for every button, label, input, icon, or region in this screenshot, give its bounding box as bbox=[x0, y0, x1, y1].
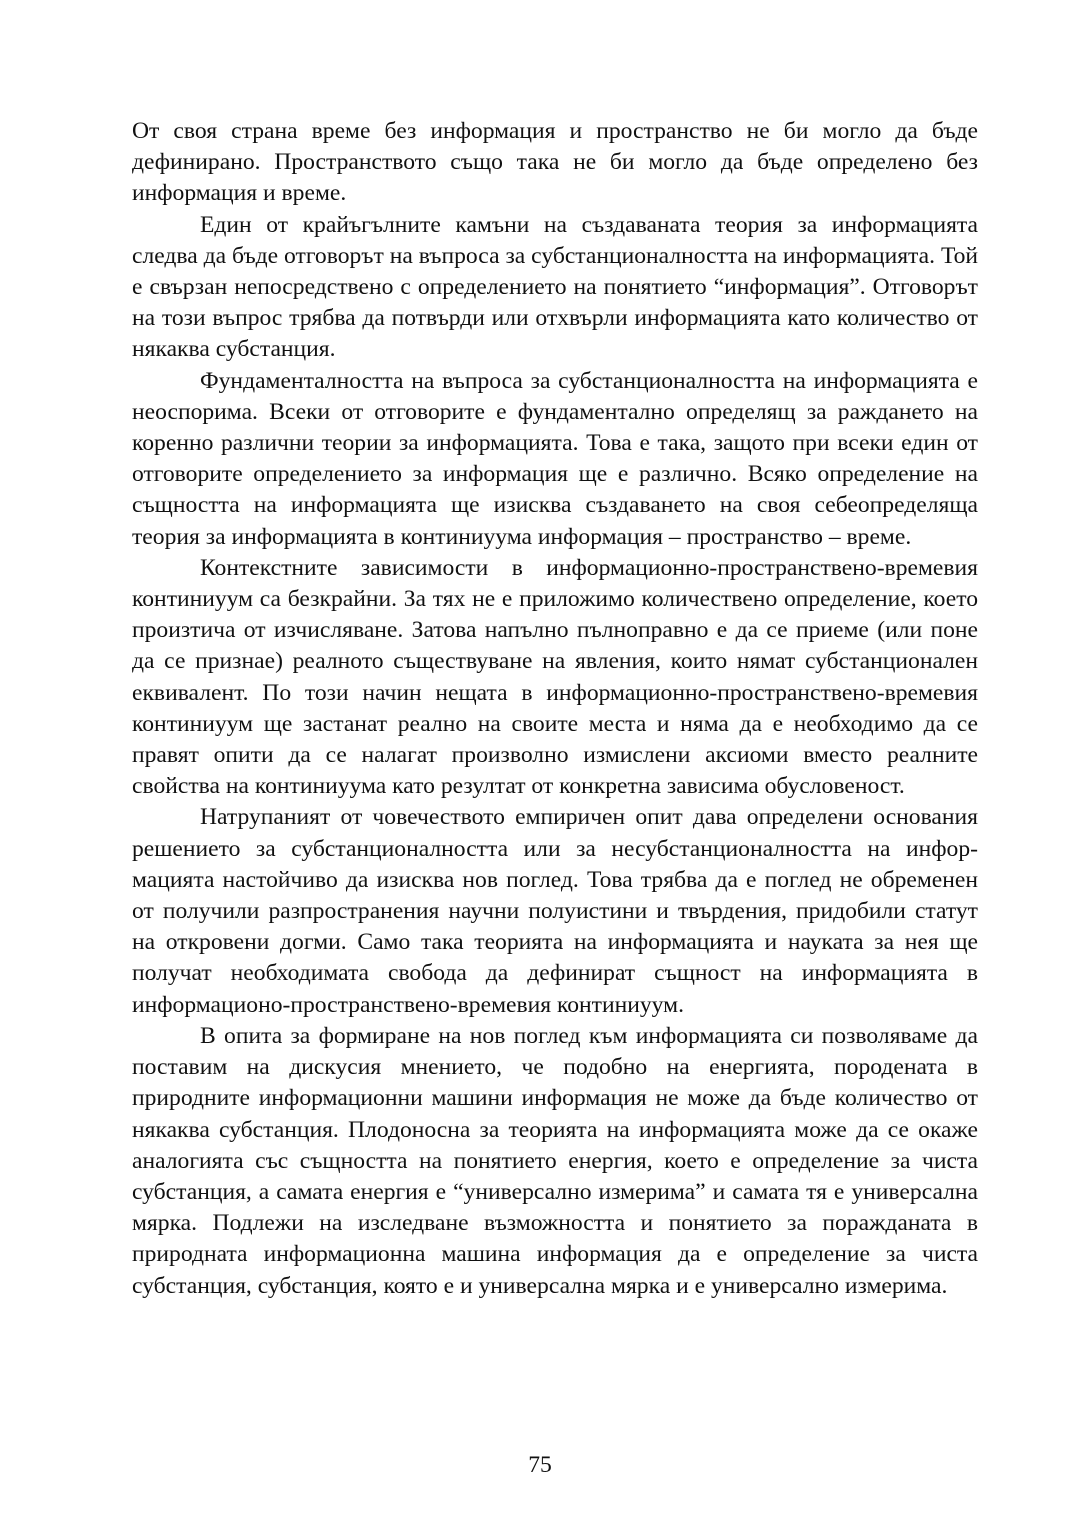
paragraph-3: Фундаменталността на въпроса за субстанционалността на информацията е неоспорима. Всеки от отговорите е фундаментално определящ за раждането на коренно различни теории за информацията. Това е така, защото при всеки един от отговорите определението за информация ще е различно. Всяко определение на същността на информацията ще изисква създаването на своя себеопределяща теория за информацията в континиуума информация – пространство – време. bbox=[132, 367, 978, 550]
paragraph-5: Натрупаният от човечеството емпиричен опит дава определени основания решението за субстанционалността или за несубстанционалността на информацията настойчиво да изисква нов поглед. Това трябва да е поглед не обременен от получили разпространения научни полуистини и твърдения, придобили статут на откровени догми. Само така теорията на информацията и науката за нея ще получат необходимата свобода да дефинират същност на информацията в информационо-пространствено-времевия континиуум. bbox=[132, 804, 978, 1018]
page-number: 75 bbox=[528, 1452, 552, 1478]
paragraph-6: В опита за формиране на нов поглед към информацията си позволяваме да поставим на дискусия мнението, че подобно на енергията, породената в природните информационни машини информация не може да бъде количество от някаква субстанция. Плодоносна за теорията на информацията може да се окаже аналогията със същността на понятието енергия, което е определение за чиста субстанция, а самата енергия е “универсално измерима” и самата тя е универсална мярка. Подлежи на изследване възможността и понятието за поражданата в природната информационна машина информация да е определение за чиста субстанция, субстанция, която е и универсална мярка и е универсално измерима. bbox=[132, 1022, 978, 1299]
paragraph-2: Един от крайъгълните камъни на създаваната теория за информацията следва да бъде отговорът на въпроса за субстанционалността на информацията. Той е свързан непосредствено с определението на понятието “информация”. Отговорът на този въпрос трябва да потвърди или отхвърли информацията като количество от някаква субстанция. bbox=[132, 211, 978, 363]
body-text bbox=[132, 116, 978, 1302]
paragraph-1: От своя страна време без информация и пространство не би могло да бъде дефинирано. Пространството също така не би могло да бъде определено без информация и време. bbox=[132, 118, 978, 207]
paragraph-4: Контекстните зависимости в информационно-пространствено-времевия континиуум са безкрайни. За тях не е приложимо количествено определение, което произтича от изчисляване. Затова напълно пълноправно е да се приеме (или поне да се признае) реалното съществуване на явления, които нямат субстанционален еквивалент. По този начин нещата в информационно-пространствено-времевия континиуум ще застанат реално на своите места и няма да е необходимо да се правят опити да се налагат произволно измислени аксиоми вместо реалните свойства на континиуума като резултат от конкретна зависима обусловеност. bbox=[132, 554, 978, 800]
